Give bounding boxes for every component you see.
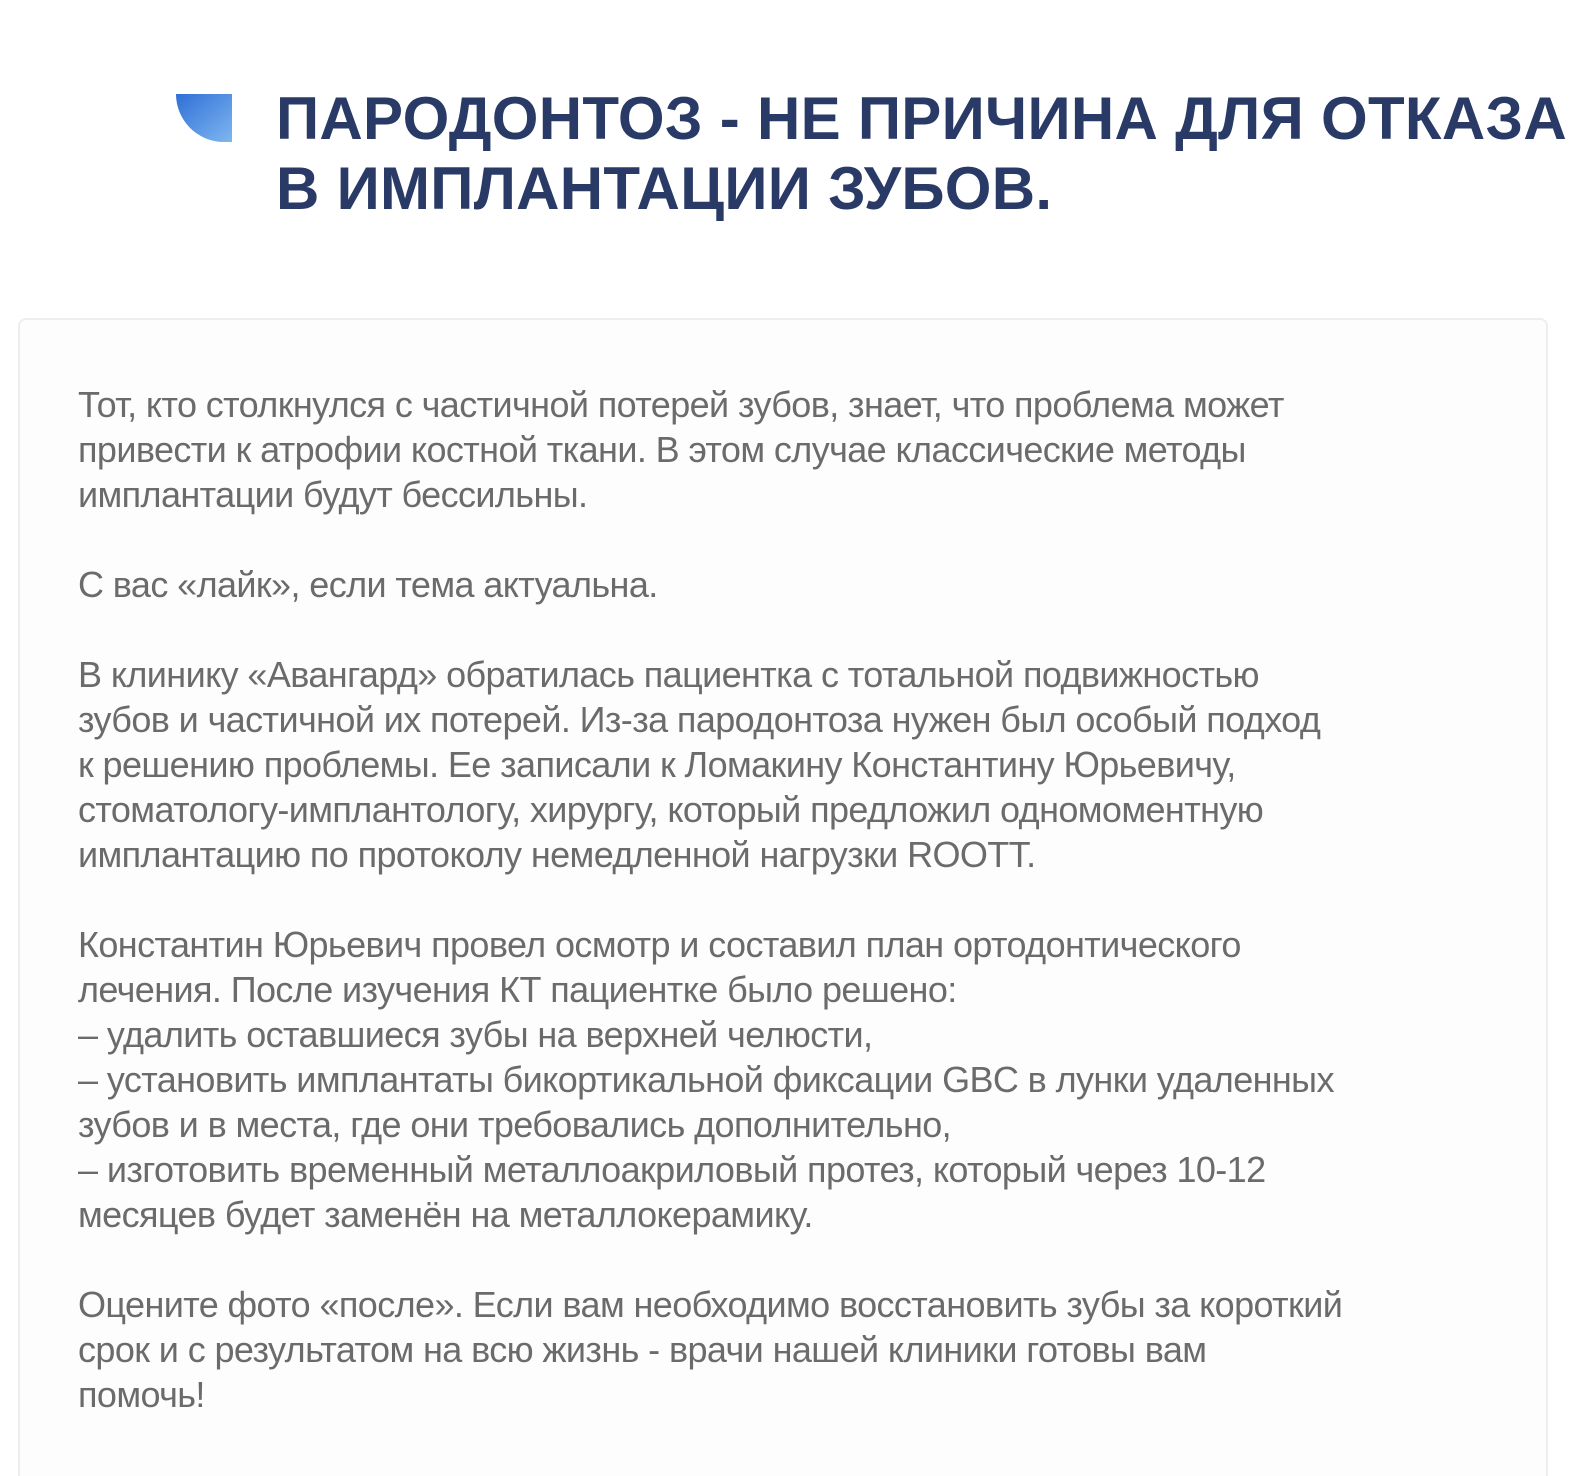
paragraph-line: стоматологу-имплантологу, хирургу, который предложил одномоментную (78, 789, 1264, 830)
paragraph-line: имплантацию по протоколу немедленной нагрузки ROOTT. (78, 834, 1036, 875)
paragraph-line: имплантации будут бессильны. (78, 474, 588, 515)
paragraph-line: В клинику «Авангард» обратилась пациентка с тотальной подвижностью (78, 654, 1259, 695)
page-title-line-2: В ИМПЛАНТАЦИИ ЗУБОВ. (276, 155, 1053, 222)
paragraph-line: Константин Юрьевич провел осмотр и составил план ортодонтического (78, 924, 1241, 965)
paragraph-line: лечения. После изучения КТ пациентке было решено: (78, 969, 957, 1010)
plan-item-line: – удалить оставшиеся зубы на верхней челюсти, (78, 1014, 873, 1055)
plan-item-line: – изготовить временный металлоакриловый протез, который через 10-12 (78, 1149, 1266, 1190)
quarter-circle-mark-icon (176, 94, 232, 142)
paragraph-line: Тот, кто столкнулся с частичной потерей зубов, знает, что проблема может (78, 384, 1284, 425)
paragraph-intro (78, 382, 1508, 517)
plan-item-line: – установить имплантаты бикортикальной фиксации GBC в лунки удаленных (78, 1059, 1334, 1100)
article-body (78, 382, 1508, 1417)
plan-item-line: месяцев будет заменён на металлокерамику. (78, 1194, 813, 1235)
article-card (18, 318, 1548, 1476)
paragraph-line: зубов и частичной их потерей. Из-за пародонтоза нужен был особый подход (78, 699, 1321, 740)
paragraph-line: привести к атрофии костной ткани. В этом случае классические методы (78, 429, 1246, 470)
paragraph-line: к решению проблемы. Ее записали к Ломакину Константину Юрьевичу, (78, 744, 1236, 785)
paragraph-case (78, 652, 1508, 877)
paragraph-conclusion (78, 1282, 1508, 1417)
paragraph-treatment-plan (78, 922, 1508, 1237)
page-title-line-1: ПАРОДОНТОЗ - НЕ ПРИЧИНА ДЛЯ ОТКАЗА (276, 85, 1567, 152)
paragraph-like-call (78, 562, 1508, 607)
paragraph-line: Оцените фото «после». Если вам необходимо восстановить зубы за короткий (78, 1284, 1343, 1325)
page-title (276, 84, 1566, 224)
plan-item-line: зубов и в места, где они требовались дополнительно, (78, 1104, 952, 1145)
paragraph-line: С вас «лайк», если тема актуальна. (78, 564, 658, 605)
paragraph-line: срок и с результатом на всю жизнь - врачи нашей клиники готовы вам (78, 1329, 1207, 1370)
paragraph-line: помочь! (78, 1374, 205, 1415)
